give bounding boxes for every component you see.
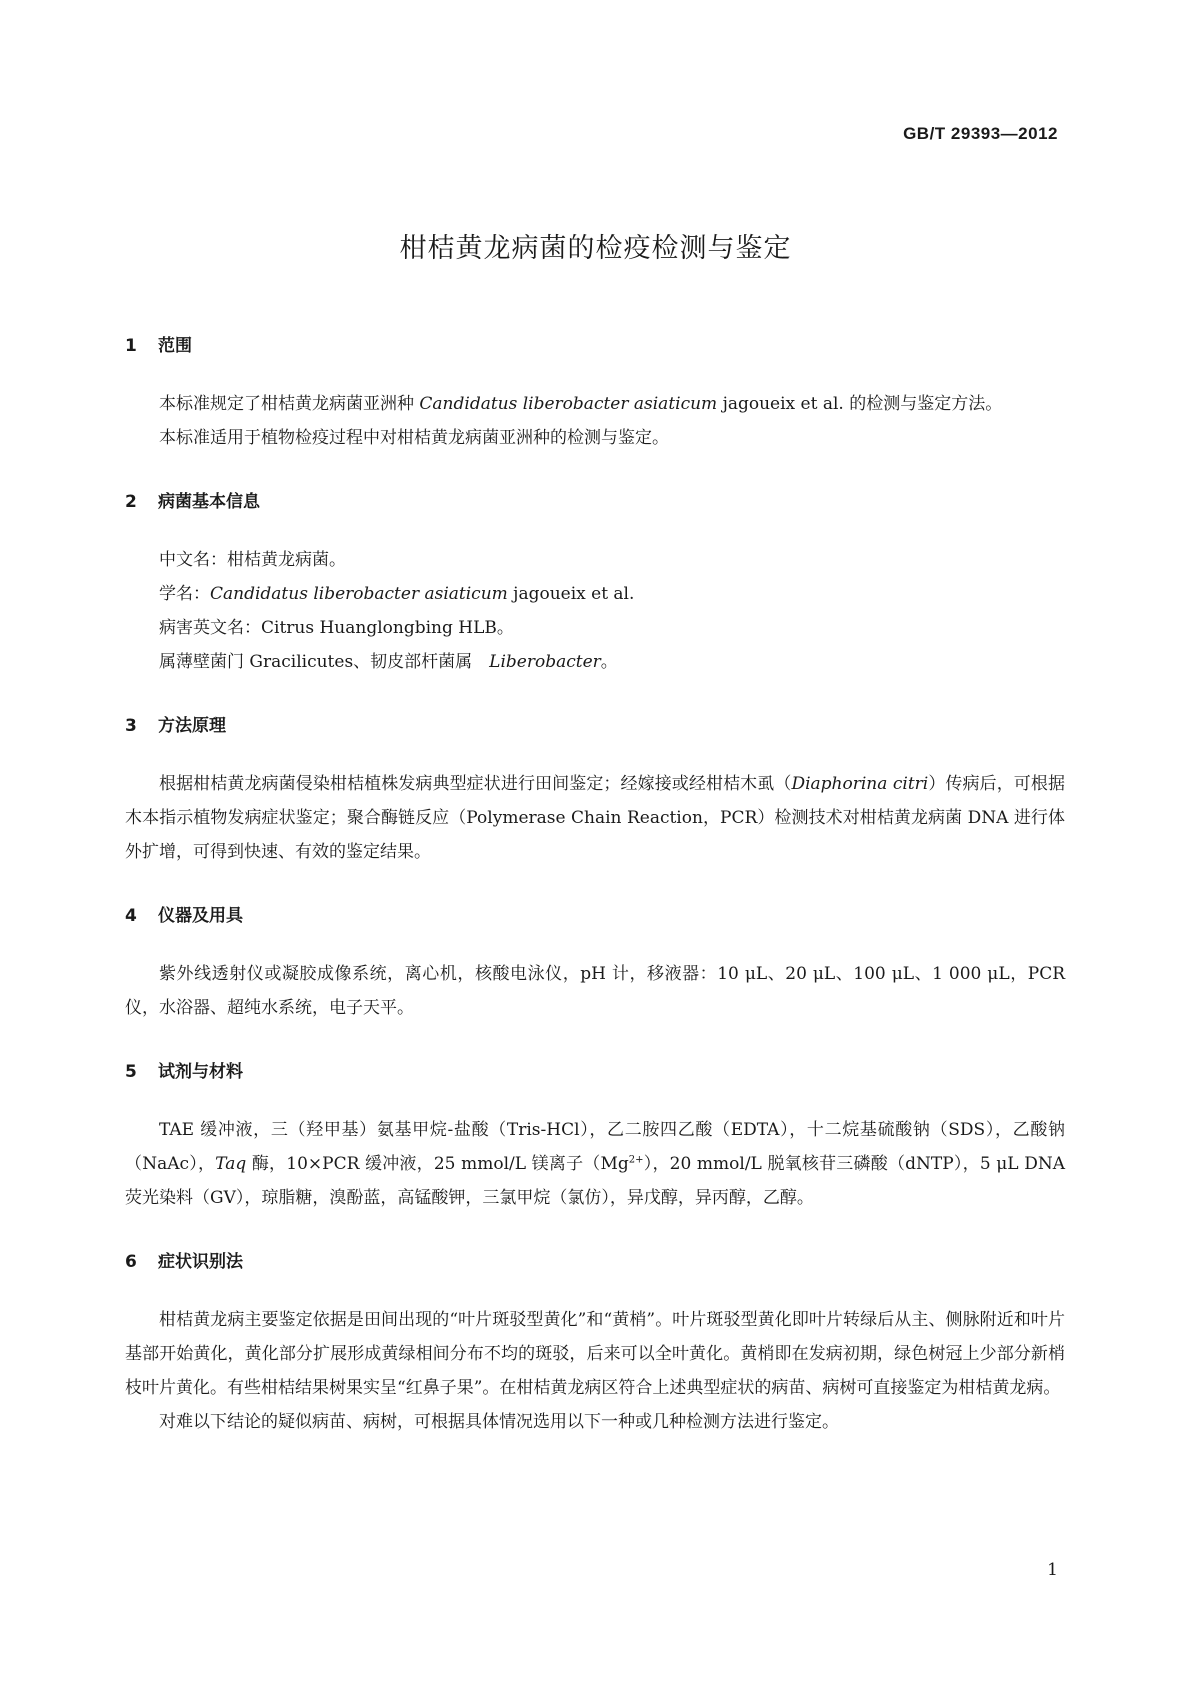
paragraph: 本标准适用于植物检疫过程中对柑桔黄龙病菌亚洲种的检测与鉴定。 <box>159 428 669 448</box>
section-heading: 2 病菌基本信息 <box>125 492 260 512</box>
paragraph: TAE 缓冲液，三（羟甲基）氨基甲烷-盐酸（Tris-HCl），乙二胺四乙酸（EDTA），十二烷基硫酸钠（SDS），乙酸钠（NaAc），Taq 酶，10×PCR 缓冲液，25 mmol/L 镁离子$(Mg^{2+})$，20 mmol/L 脱氧核苷三磷酸（dNTP），5 μL DNA 荧光染料（GV），琼脂糖，溴酚蓝，高锰酸钾，三氯甲烷（氯仿），异戊醇，异丙醇，乙醇。 <box>125 1120 1065 1208</box>
info-line: 病害英文名：Citrus Huanglongbing HLB。 <box>159 618 514 638</box>
paragraph: 本标准规定了柑桔黄龙病菌亚洲种 Candidatus liberobacter asiaticum jagoueix et al. 的检测与鉴定方法。 <box>159 394 1003 414</box>
section-scope <box>125 333 1065 455</box>
section-method-principle <box>125 713 1065 869</box>
paragraph: 根据柑桔黄龙病菌侵染柑桔植株发病典型症状进行田间鉴定；经嫁接或经柑桔木虱（Diaphorina citri）传病后，可根据木本指示植物发病症状鉴定；聚合酶链反应（Polymerase Chain Reaction，PCR）检测技术对柑桔黄龙病菌 DNA 进行体外扩增，可得到快速、有效的鉴定结果。 <box>125 774 1065 862</box>
document-body <box>125 333 1065 1439</box>
section-heading: 5 试剂与材料 <box>125 1062 243 1082</box>
section-heading: 3 方法原理 <box>125 716 226 736</box>
section-reagents <box>125 1059 1065 1215</box>
section-pathogen-info <box>125 489 1065 679</box>
document-title: 柑桔黄龙病菌的检疫检测与鉴定 <box>399 233 792 264</box>
paragraph: 柑桔黄龙病主要鉴定依据是田间出现的“叶片斑驳型黄化”和“黄梢”。叶片斑驳型黄化即叶片转绿后从主、侧脉附近和叶片基部开始黄化，黄化部分扩展形成黄绿相间分布不均的斑驳，后来可以全叶黄化。黄梢即在发病初期，绿色树冠上少部分新梢枝叶片黄化。有些柑桔结果树果实呈“红鼻子果”。在柑桔黄龙病区符合上述典型症状的病苗、病树可直接鉴定为柑桔黄龙病。 <box>125 1310 1065 1398</box>
section-heading: 4 仪器及用具 <box>125 906 243 926</box>
section-symptom-identification <box>125 1249 1065 1439</box>
section-instruments <box>125 903 1065 1025</box>
info-line: 属薄壁菌门 Gracilicutes、韧皮部杆菌属 Liberobacter。 <box>159 652 618 672</box>
paragraph: 紫外线透射仪或凝胶成像系统，离心机，核酸电泳仪，pH 计，移液器：10 μL、20 μL、100 μL、1 000 μL，PCR 仪，水浴器、超纯水系统，电子天平。 <box>125 964 1065 1018</box>
section-heading: 1 范围 <box>125 336 192 356</box>
page-number: 1 <box>1047 1560 1058 1580</box>
info-line: 学名：Candidatus liberobacter asiaticum jagoueix et al. <box>159 584 635 604</box>
info-line: 中文名：柑桔黄龙病菌。 <box>159 550 346 570</box>
section-heading: 6 症状识别法 <box>125 1252 243 1272</box>
standard-code: GB/T 29393—2012 <box>903 124 1058 143</box>
paragraph: 对难以下结论的疑似病苗、病树，可根据具体情况选用以下一种或几种检测方法进行鉴定。 <box>159 1412 839 1432</box>
